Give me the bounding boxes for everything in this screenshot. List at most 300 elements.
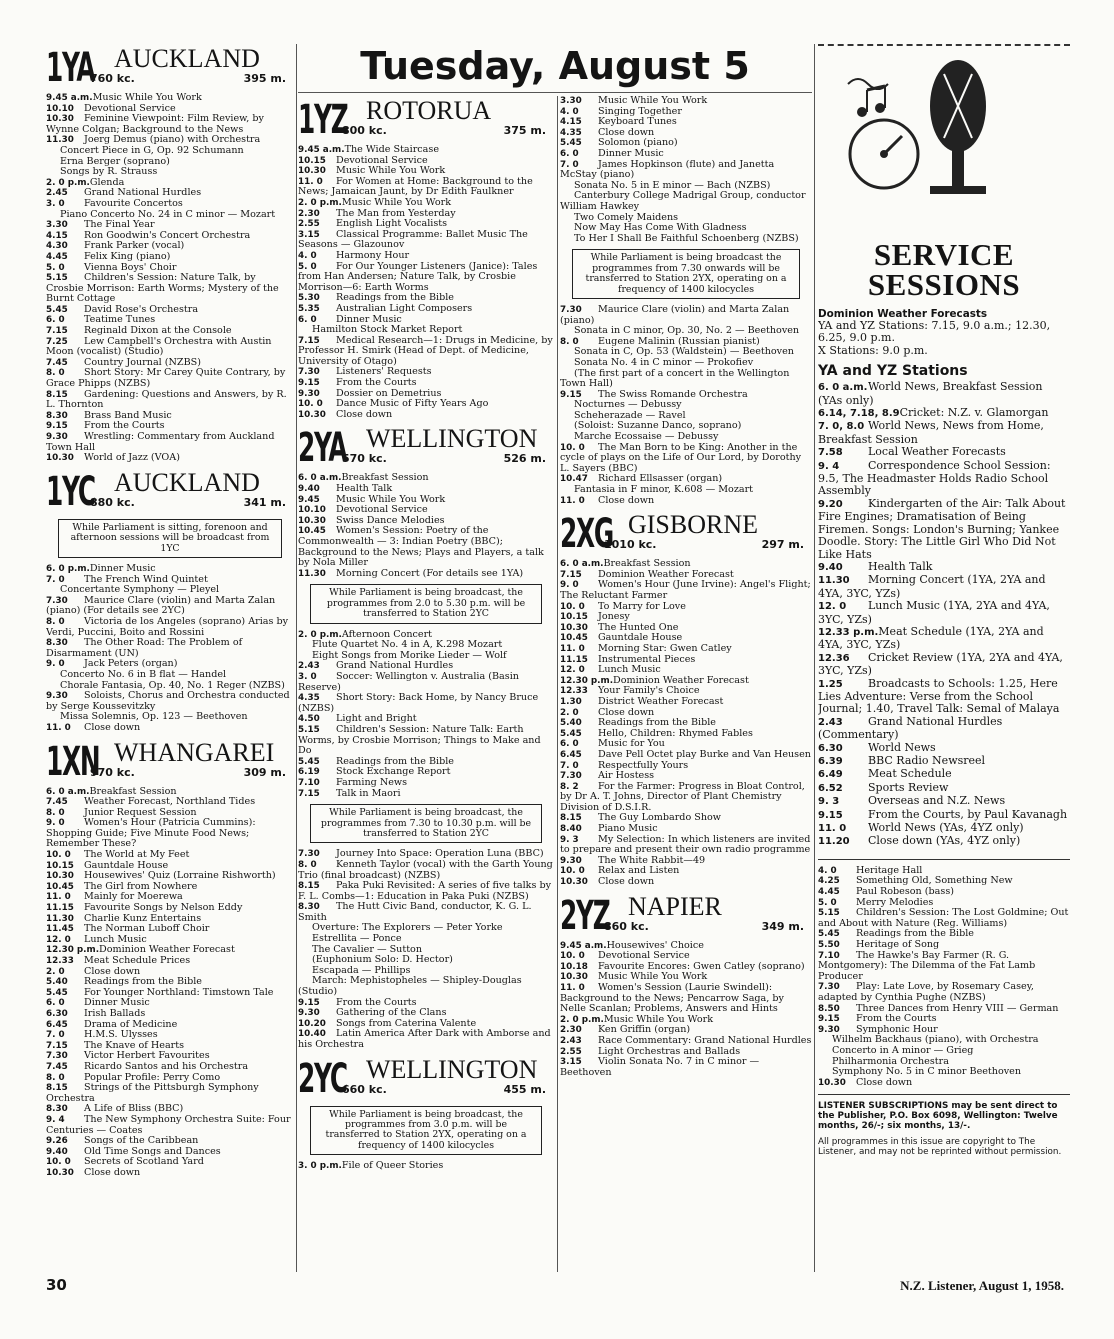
program-title: Glenda <box>89 176 125 188</box>
program-title: Favourite Concertos <box>84 197 183 209</box>
program-time: 7.30 <box>560 771 582 782</box>
station-frequency: 760 kc. <box>90 72 135 85</box>
program-time: 10.15 <box>298 155 326 166</box>
program-entry <box>818 1078 1070 1089</box>
program-entry <box>818 908 1070 929</box>
program-time: 9.30 <box>298 388 320 399</box>
program-title: Health Talk <box>336 483 393 495</box>
station-call: 1YA <box>46 45 95 91</box>
program-entry <box>818 951 1070 983</box>
program-time: 12.33 p.m. <box>818 626 879 638</box>
program-title: The Swiss Romande Orchestra <box>598 388 748 400</box>
program-time: 7.30 <box>46 1051 68 1062</box>
forecast-ya-yz: YA and YZ Stations: 7.15, 9.0 a.m.; 12.30, 6.25, 9.0 p.m. <box>818 319 1051 345</box>
station-header <box>560 512 812 556</box>
program-entry <box>298 569 554 580</box>
program-time: 11. 0 <box>298 176 323 187</box>
program-title: Lunch Music (1YA, 2YA and 4YA, 3YC, YZs) <box>818 599 1050 626</box>
program-entry <box>46 273 294 305</box>
program-time: 9. 0 <box>560 580 579 591</box>
section-title: SERVICE SESSIONS <box>867 237 1021 302</box>
program-entry <box>298 262 554 294</box>
program-title: Lew Campbell's Orchestra with Austin Moon (vocalist) (Studio) <box>46 335 272 358</box>
station-header <box>298 426 554 470</box>
station-frequency: 1010 kc. <box>604 538 657 552</box>
station-call: 1XN <box>46 738 100 785</box>
program-title: World News, Breakfast Session (YAs only) <box>818 380 1043 407</box>
program-time: 4.50 <box>298 714 320 725</box>
program-time: 2.43 <box>298 661 320 672</box>
divider <box>818 1094 1070 1095</box>
station-header <box>46 737 294 785</box>
program-entry <box>560 1057 812 1078</box>
program-title: Close down <box>856 1076 913 1088</box>
column-2 <box>298 96 554 1172</box>
program-time: 2. 0 p.m. <box>298 629 342 640</box>
program-title: Brass Band Music <box>84 409 172 421</box>
column-1 <box>46 44 294 1178</box>
program-time: 10.20 <box>298 1018 326 1029</box>
station-call: 2XG <box>560 511 614 558</box>
program-title: Grand National Hurdles (Commentary) <box>818 714 1003 742</box>
program-time: 12.30 p.m. <box>560 675 614 686</box>
program-entry <box>818 1046 1070 1057</box>
program-time: 7.58 <box>818 447 843 459</box>
program-time: 3. 0 <box>46 198 65 209</box>
program-title: Nocturnes — Debussy <box>574 399 682 411</box>
program-title: The Hawke's Bay Farmer (R. G. Montgomery): The Dilemma of the Fat Lamb Producer <box>818 949 1036 982</box>
program-time: 3.15 <box>560 1057 582 1068</box>
program-title: To Her I Shall Be Faithful Schoenberg (NZBS) <box>574 232 799 244</box>
parliament-notice: While Parliament is sitting, forenoon and afternoon sessions will be broadcast from 1YC <box>58 519 282 558</box>
program-time: 6.49 <box>818 769 843 781</box>
program-time: 5.45 <box>818 929 840 940</box>
program-time: 11.45 <box>46 924 74 935</box>
program-title: Canterbury College Madrigal Group, conductor William Hawkey <box>560 190 806 212</box>
program-time: 12.33 <box>560 686 588 697</box>
program-title: Piano Concerto No. 24 in C minor — Mozart <box>60 208 276 220</box>
program-title: The Hunted One <box>598 621 679 633</box>
program-title: Felix King (piano) <box>84 250 171 262</box>
station-call: 1YZ <box>298 97 348 143</box>
program-time: 11. 0 <box>46 722 71 733</box>
service-sessions-illustration <box>818 54 1066 234</box>
program-time: 10. 0 <box>298 399 323 410</box>
program-time: 10.45 <box>298 526 326 537</box>
program-title: Meat Schedule (1YA, 2YA and 4YA, 3YC, YZs) <box>818 624 1044 652</box>
program-title: Favourite Encores: Gwen Catley (soprano) <box>598 960 805 972</box>
program-title: Broadcasts to Schools: 1.25, Here Lies Adventure: Verse from the School Journal; 1.40, Travel Talk: Semal of Malaya <box>818 676 1060 716</box>
program-time: 9.15 <box>298 997 320 1008</box>
station-frequency: 970 kc. <box>90 765 135 779</box>
program-title: The Hutt Civic Band, conductor, K. G. L. Smith <box>298 901 532 923</box>
program-time: 11.15 <box>560 654 588 665</box>
station-frequency: 660 kc. <box>342 1082 387 1096</box>
program-list <box>298 849 554 1050</box>
program-list <box>46 564 294 734</box>
program-title: Mainly for Moerewa <box>84 891 183 903</box>
program-title: Erna Berger (soprano) <box>60 155 170 167</box>
program-entry <box>818 755 1070 768</box>
program-entry <box>46 337 294 358</box>
program-entry <box>46 723 294 734</box>
program-title: Ken Griffin (organ) <box>598 1024 691 1036</box>
program-time: 7.15 <box>560 569 582 580</box>
program-time: 6. 0 p.m. <box>46 564 90 574</box>
program-title: Scheherazade — Ravel <box>574 409 686 421</box>
program-title: Dominion Weather Forecast <box>99 944 235 956</box>
program-entry <box>818 982 1070 1003</box>
program-title: Swiss Dance Melodies <box>336 514 445 526</box>
program-time: 10.15 <box>46 860 74 871</box>
program-title: From the Courts <box>856 1013 937 1025</box>
program-title: Flute Quartet No. 4 in A, K.298 Mozart <box>312 639 503 651</box>
program-time: 7.10 <box>298 777 320 788</box>
program-title: To Marry for Love <box>598 600 686 612</box>
program-title: Dinner Music <box>336 313 402 325</box>
program-title: Wrestling: Commentary from Auckland Town Hall <box>46 431 275 453</box>
program-list <box>298 145 554 420</box>
program-time: 4.45 <box>818 887 840 898</box>
program-time: 11.30 <box>298 568 326 579</box>
program-entry <box>46 617 294 638</box>
program-title: Overture: The Explorers — Peter Yorke <box>312 922 503 934</box>
program-time: 2. 0 <box>560 707 579 718</box>
subscriptions-note: LISTENER SUBSCRIPTIONS may be sent direct to the Publisher, P.O. Box 6098, Wellington: Twelve months, 26/-; six months, 13/-. <box>818 1101 1058 1132</box>
program-time: 7.30 <box>298 367 320 378</box>
program-time: 5.45 <box>560 728 582 739</box>
program-time: 11. 0 <box>560 495 585 506</box>
program-time: 11. 0 <box>46 892 71 903</box>
program-time: 10.18 <box>560 961 588 972</box>
program-entry <box>298 336 554 368</box>
program-time: 10.30 <box>46 1167 74 1178</box>
program-title: The Final Year <box>84 219 155 231</box>
program-time: 10.30 <box>560 972 588 983</box>
program-time: 6. 0 <box>46 315 65 326</box>
program-title: For Our Younger Listeners (Janice): Tales from Han Andersen; Nature Talk, by Crosbie Morrison—6: Earth Worms <box>298 260 538 293</box>
program-title: Readings from the Bible <box>856 928 974 940</box>
program-title: Close down <box>598 876 655 888</box>
program-title: My Selection: In which listeners are invited to prepare and present their own radio programme <box>560 833 811 856</box>
program-title: Breakfast Session <box>89 785 177 797</box>
program-entry <box>560 234 812 245</box>
program-time: 9. 3 <box>818 796 840 808</box>
program-title: March: Mephistopheles — Shipley-Douglas (Studio) <box>298 975 522 998</box>
program-title: Hello, Children: Rhymed Fables <box>598 727 753 739</box>
station-frequency: 880 kc. <box>90 495 135 509</box>
program-time: 10.30 <box>46 871 74 882</box>
program-time: 2.45 <box>46 188 68 199</box>
program-title: Talk in Maori <box>336 787 401 799</box>
program-title: Music While You Work <box>598 971 708 983</box>
station-wavelength: 526 m. <box>503 452 546 466</box>
program-entry <box>560 496 812 507</box>
column-3 <box>560 96 812 1078</box>
program-entry <box>818 574 1070 600</box>
program-time: 4.25 <box>818 876 840 887</box>
program-time: 7. 0 <box>560 159 579 170</box>
program-title: The Other Road: The Problem of Disarmament (UN) <box>46 637 243 659</box>
program-title: Kenneth Taylor (vocal) with the Garth Young Trio (final broadcast) (NZBS) <box>298 858 553 881</box>
program-title: Dave Pell Octet play Burke and Van Heusen <box>598 748 811 760</box>
program-title: Escapada — Phillips <box>312 964 411 976</box>
program-title: Stock Exchange Report <box>336 766 451 778</box>
program-title: Violin Sonata No. 7 in C minor — Beethoven <box>560 1056 760 1078</box>
parliament-notice: While Parliament is being broadcast, the programmes from 2.0 to 5.30 p.m. will be transferred to Station 2YC <box>310 584 542 623</box>
program-entry <box>298 1029 554 1050</box>
divider <box>818 859 1070 860</box>
program-title: Devotional Service <box>336 504 428 516</box>
program-title: A Life of Bliss (BBC) <box>84 1103 184 1115</box>
program-time: 10.40 <box>298 1029 326 1040</box>
program-title: Close down <box>84 721 141 733</box>
program-time: 10.45 <box>560 633 588 644</box>
program-title: Singing Together <box>598 105 682 117</box>
program-title: Lunch Music <box>598 664 661 676</box>
program-entry <box>298 789 554 800</box>
program-time: 7.30 <box>298 849 320 860</box>
program-title: Overseas and N.Z. News <box>868 794 1006 808</box>
program-entry <box>818 407 1070 420</box>
station-header <box>46 46 294 90</box>
program-title: Popular Profile: Perry Como <box>84 1071 221 1083</box>
program-title: The New Symphony Orchestra Suite: Four Centuries — Coates <box>46 1113 291 1136</box>
program-title: Cricket Review (1YA, 2YA and 4YA, 3YC, YZs) <box>818 650 1063 678</box>
program-time: 4.45 <box>46 251 68 262</box>
program-title: Harmony Hour <box>336 249 410 261</box>
station-name: NAPIER <box>628 891 722 921</box>
program-title: Drama of Medicine <box>84 1018 178 1030</box>
program-title: Music While You Work <box>603 1013 714 1025</box>
program-title: The White Rabbit—49 <box>598 854 706 866</box>
program-title: Feminine Viewpoint: Film Review, by Wynne Colgan; Background to the News <box>46 113 264 135</box>
program-title: (Euphonium Solo: D. Hector) <box>312 954 453 966</box>
program-time: 2. 0 p.m. <box>46 177 90 188</box>
program-title: Music While You Work <box>598 96 708 106</box>
program-time: 1.30 <box>560 696 582 707</box>
program-time: 9.30 <box>46 432 68 442</box>
program-entry <box>46 199 294 210</box>
program-time: 12.30 p.m. <box>46 945 100 956</box>
program-time: 6.30 <box>46 1008 68 1019</box>
program-title: Frank Parker (vocal) <box>84 240 185 252</box>
program-title: World of Jazz (VOA) <box>84 452 180 464</box>
program-time: 2.30 <box>560 1025 582 1036</box>
program-title: Now May Has Come With Gladness <box>574 222 747 234</box>
program-time: 3. 0 <box>298 671 317 682</box>
program-title: Something Old, Something New <box>856 875 1013 887</box>
program-title: Paul Robeson (bass) <box>856 886 954 898</box>
program-title: Wilhelm Backhaus (piano), with Orchestra <box>832 1034 1039 1046</box>
program-title: Close down <box>336 408 393 420</box>
program-entry <box>46 1083 294 1104</box>
program-time: 10.30 <box>560 622 588 633</box>
program-time: 11.15 <box>46 903 74 914</box>
program-title: Air Hostess <box>598 770 655 782</box>
program-entry <box>818 420 1070 446</box>
program-title: Australian Light Composers <box>336 302 473 314</box>
program-title: The World at My Feet <box>84 849 190 861</box>
program-time: 6. 0 a.m. <box>298 473 342 484</box>
program-time: 8.30 <box>46 1104 68 1115</box>
program-title: Concert Piece in G, Op. 92 Schumann <box>60 144 244 156</box>
program-title: Jack Peters (organ) <box>84 658 178 670</box>
program-time: 4. 0 <box>818 865 837 876</box>
program-time: 9.15 <box>46 421 68 432</box>
program-title: World News, News from Home, Breakfast Session <box>818 419 1044 446</box>
program-entry <box>46 167 294 178</box>
parliament-notice: While Parliament is being broadcast, the programmes from 7.30 to 10.30 p.m. will be transferred to Station 2YC <box>310 804 542 843</box>
program-time: 11.20 <box>818 836 850 848</box>
program-entry <box>560 358 812 369</box>
program-entry <box>298 860 554 881</box>
program-time: 12.33 <box>46 956 74 966</box>
station-frequency: 800 kc. <box>342 124 387 137</box>
program-entry <box>818 626 1070 652</box>
program-time: 9.15 <box>818 809 843 821</box>
program-entry <box>560 580 812 601</box>
program-title: Dinner Music <box>84 997 150 1009</box>
program-time: 8. 0 <box>46 616 65 627</box>
program-title: Teatime Tunes <box>84 314 156 326</box>
program-title: File of Queer Stories <box>341 1160 444 1172</box>
program-title: Instrumental Pieces <box>598 653 696 665</box>
program-title: Songs by R. Strauss <box>60 166 158 178</box>
program-entry <box>298 672 554 693</box>
program-title: James Hopkinson (flute) and Janetta McStay (piano) <box>560 158 775 181</box>
program-title: Morning Star: Gwen Catley <box>598 642 732 654</box>
program-title: Dominion Weather Forecast <box>598 568 734 580</box>
program-title: Sonata No. 4 in C minor — Prokofiev <box>574 356 754 368</box>
program-time: 9.40 <box>818 561 843 573</box>
program-entry <box>46 146 294 157</box>
program-title: The Girl from Nowhere <box>84 880 198 892</box>
program-title: Readings from the Bible <box>336 755 454 767</box>
program-time: 11. 0 <box>818 823 847 835</box>
program-time: 8.15 <box>46 1083 68 1094</box>
program-title: Charlie Kunz Entertains <box>84 912 202 924</box>
program-title: Close down <box>84 1166 141 1178</box>
column-divider <box>557 96 558 1272</box>
program-title: Eugene Malinin (Russian pianist) <box>598 335 760 347</box>
program-title: Music While You Work <box>336 165 446 177</box>
program-time: 5.40 <box>560 718 582 729</box>
program-time: 10.30 <box>298 166 326 177</box>
program-time: 7.25 <box>46 336 68 347</box>
station-header <box>46 467 294 515</box>
station-name: AUCKLAND <box>114 467 260 497</box>
station-frequency: 860 kc. <box>604 919 649 933</box>
program-entry <box>46 453 294 464</box>
station-name: ROTORUA <box>366 96 492 125</box>
program-title: Short Story: Back Home, by Nancy Bruce (NZBS) <box>298 692 539 714</box>
program-title: Breakfast Session <box>341 472 429 484</box>
program-title: Secrets of Scotland Yard <box>84 1156 204 1168</box>
program-title: Close down <box>598 706 655 718</box>
program-time: 11. 0 <box>560 643 585 654</box>
program-title: (Soloist: Suzanne Danco, soprano) <box>574 420 742 432</box>
program-title: Concerto in A minor — Grieg <box>832 1044 974 1056</box>
program-time: 7. 0, 8.0 <box>818 421 865 433</box>
program-time: 2. 0 p.m. <box>560 1014 604 1025</box>
program-title: Listeners' Requests <box>336 366 432 378</box>
program-title: Respectfully Yours <box>598 759 689 771</box>
program-time: 7. 0 <box>46 1030 65 1041</box>
program-title: Merry Melodies <box>856 896 934 908</box>
program-title: Paka Puki Revisited: A series of five talks by F. L. Combs—1: Education in Paka Puki (NZBS) <box>298 880 552 902</box>
program-entry <box>818 782 1070 795</box>
program-title: Weather Forecast, Northland Tides <box>84 796 256 808</box>
program-title: Gauntdale House <box>84 859 169 871</box>
program-time: 7.45 <box>46 1061 68 1072</box>
parliament-notice: While Parliament is being broadcast the programmes from 7.30 onwards will be transferred to Station 2YX, operating on a frequency of 1400 kilocycles <box>572 249 800 299</box>
program-time: 10.45 <box>46 881 74 892</box>
program-time: 9.45 a.m. <box>46 93 93 103</box>
program-time: 10.47 <box>560 474 588 485</box>
program-time: 4.35 <box>298 693 320 704</box>
program-title: Morning Concert (1YA, 2YA and 4YA, 3YC, YZs) <box>818 573 1046 600</box>
program-time: 9. 0 <box>46 659 65 670</box>
program-entry <box>560 835 812 856</box>
program-time: 4.35 <box>560 127 582 138</box>
program-time: 10.30 <box>46 114 74 125</box>
program-title: Ricardo Santos and his Orchestra <box>84 1060 249 1072</box>
program-entry <box>560 877 812 888</box>
program-title: Dominion Weather Forecast <box>613 674 749 686</box>
program-time: 7.30 <box>560 304 582 315</box>
program-title: Cricket: N.Z. v. Glamorgan <box>899 406 1049 420</box>
program-entry <box>46 596 294 617</box>
program-time: 7.15 <box>46 1040 68 1051</box>
station-wavelength: 341 m. <box>243 495 286 509</box>
program-time: 4.15 <box>46 230 68 241</box>
forecast-x: X Stations: 9.0 p.m. <box>818 343 928 357</box>
program-title: Ron Goodwin's Concert Orchestra <box>84 229 251 241</box>
program-time: 10. 0 <box>560 866 585 877</box>
program-title: Symphony No. 5 in C minor Beethoven <box>832 1066 1022 1078</box>
program-title: Farming News <box>336 776 408 788</box>
program-title: From the Courts, by Paul Kavanagh <box>868 807 1068 821</box>
program-title: Afternoon Concert <box>341 628 433 640</box>
program-time: 9.40 <box>298 484 320 495</box>
program-title: Children's Session: Nature Talk, by Crosbie Morrison: Earth Worms; Mystery of the Burnt Cottage <box>46 272 279 305</box>
program-title: Devotional Service <box>598 950 690 962</box>
program-entry <box>46 1115 294 1136</box>
program-title: Heritage Hall <box>856 864 923 876</box>
program-entry <box>818 498 1070 561</box>
station-name: AUCKLAND <box>114 44 260 73</box>
station-call: 2YA <box>298 425 347 472</box>
program-entry <box>46 818 294 850</box>
program-entry <box>560 191 812 212</box>
program-time: 7.30 <box>818 982 840 993</box>
program-entry <box>818 460 1070 498</box>
program-title: Estrellita — Ponce <box>312 933 402 945</box>
program-title: Children's Session: Nature Talk: Earth Worms, by Crosbie Morrison; Things to Make and Do <box>298 723 541 757</box>
program-time: 8. 0 <box>298 859 317 870</box>
program-time: 5.45 <box>46 304 68 315</box>
program-title: Morning Concert (For details see 1YA) <box>336 567 524 579</box>
program-time: 2.43 <box>818 716 843 728</box>
program-title: From the Courts <box>84 420 165 432</box>
program-title: Songs from Caterina Valente <box>336 1017 477 1029</box>
program-time: 8. 2 <box>560 781 579 792</box>
program-title: Light and Bright <box>336 713 417 725</box>
program-title: The Man from Yesterday <box>336 207 456 219</box>
program-time: 9.45 <box>298 494 320 505</box>
footer-issue: N.Z. Listener, August 1, 1958. <box>900 1278 1064 1293</box>
